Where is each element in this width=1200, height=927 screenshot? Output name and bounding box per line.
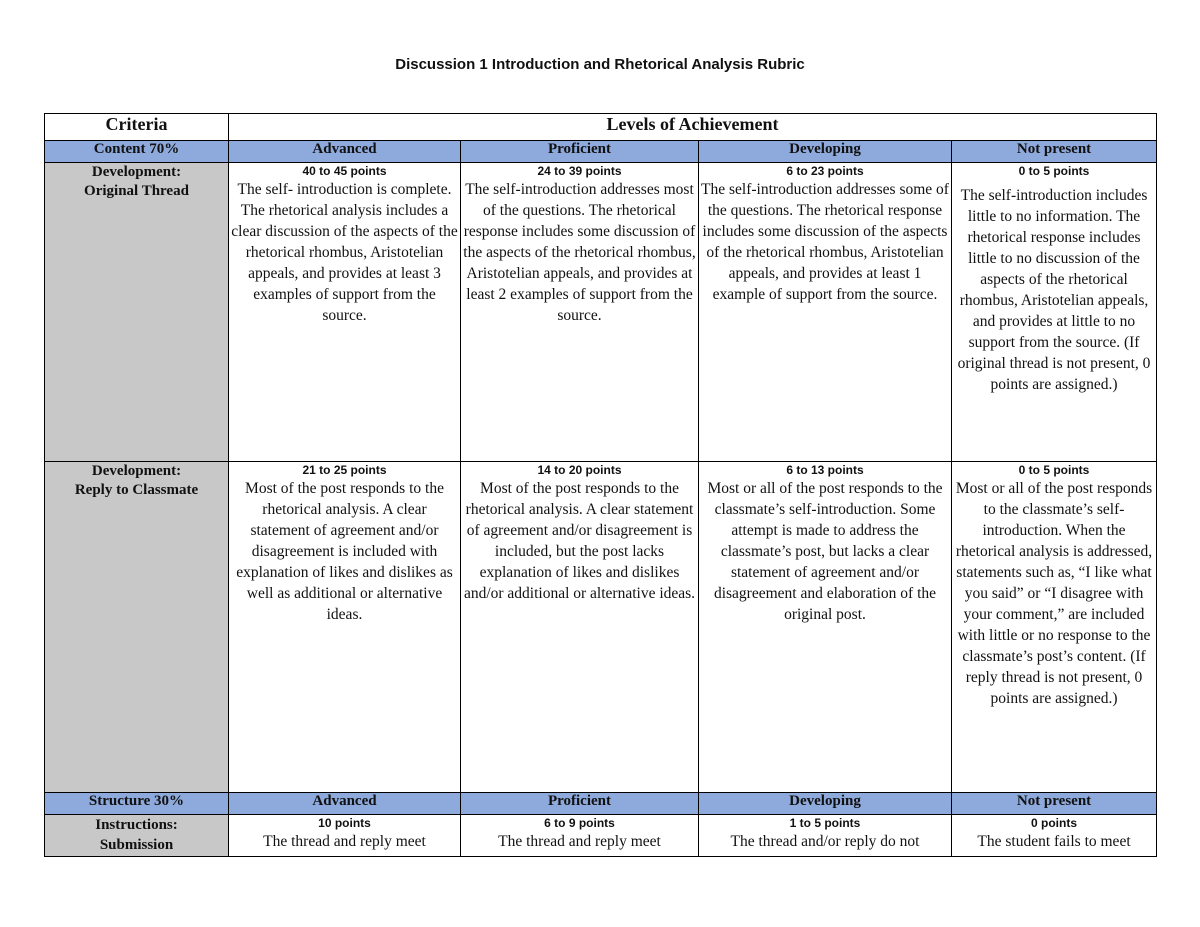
criterion-cell xyxy=(45,815,229,857)
cell-description: Most of the post responds to the rhetorical analysis. A clear statement of agreement and/or disagreement is included with explanation of likes and dislikes as well as additional or alternative ideas. xyxy=(236,480,453,623)
level-advanced-header: Advanced xyxy=(229,793,461,815)
level-developing-header: Developing xyxy=(699,141,952,163)
section-header-row xyxy=(45,793,1157,815)
cell-description: The thread and/or reply do not xyxy=(730,833,920,850)
table-header-row xyxy=(45,114,1157,141)
points-label: 1 to 5 points xyxy=(789,816,861,830)
cell-description: Most or all of the post responds to the classmate’s self-introduction. When the rhetorical analysis is addressed, statements such as, “I like what you said” or “I disagree with your comment,” are included with little or no response to the classmate’s post’s content. (If reply thread is not present, 0 points are assigned.) xyxy=(955,480,1153,707)
cell-description: The self-introduction addresses most of the questions. The rhetorical response includes some discussion of the aspects of the rhetorical rhombus, Aristotelian appeals, and provides at least 2 examples of support from the source. xyxy=(463,181,696,324)
criterion-sublabel: Submission xyxy=(99,837,174,853)
rubric-cell xyxy=(229,163,461,462)
rubric-cell xyxy=(699,163,952,462)
criterion-sublabel: Reply to Classmate xyxy=(74,482,199,498)
points-label: 6 to 13 points xyxy=(786,463,864,477)
level-proficient-header: Proficient xyxy=(461,793,699,815)
criteria-header: Criteria xyxy=(45,114,229,141)
section-name: Structure 30% xyxy=(45,793,229,815)
criterion-label: Instructions: xyxy=(95,817,178,833)
cell-description: Most of the post responds to the rhetorical analysis. A clear statement of agreement and/or disagreement is included, but the post lacks explanation of likes and dislikes and/or additional or alternative ideas. xyxy=(463,480,696,602)
rubric-table xyxy=(44,113,1157,857)
points-label: 10 points xyxy=(318,816,371,830)
cell-description: The self-introduction includes little to no information. The rhetorical response includes little to no discussion of the aspects of the rhetorical rhombus, Aristotelian appeals, and provides at little to no support from the source. (If original thread is not present, 0 points are assigned.) xyxy=(957,187,1151,393)
criterion-label: Development: xyxy=(91,164,182,180)
points-label: 6 to 9 points xyxy=(544,816,615,830)
points-label: 24 to 39 points xyxy=(537,164,622,178)
rubric-cell xyxy=(229,462,461,793)
level-advanced-header: Advanced xyxy=(229,141,461,163)
rubric-cell xyxy=(699,462,952,793)
rubric-cell xyxy=(461,163,699,462)
level-not-present-header: Not present xyxy=(952,793,1157,815)
level-developing-header: Developing xyxy=(699,793,952,815)
cell-description: The thread and reply meet xyxy=(498,833,661,850)
criterion-cell xyxy=(45,163,229,462)
rubric-cell xyxy=(229,815,461,857)
section-name: Content 70% xyxy=(45,141,229,163)
criterion-sublabel: Original Thread xyxy=(84,183,189,199)
table-row xyxy=(45,462,1157,793)
cell-description: The self- introduction is complete. The rhetorical analysis includes a clear discussion of the aspects of the rhetorical rhombus, Aristotelian appeals, and provides at least 3 examples of support from the source. xyxy=(231,181,458,324)
table-row xyxy=(45,163,1157,462)
criterion-label: Development: xyxy=(91,463,182,479)
points-label: 21 to 25 points xyxy=(302,463,387,477)
cell-description: The student fails to meet xyxy=(977,833,1131,850)
rubric-cell xyxy=(952,815,1157,857)
points-label: 6 to 23 points xyxy=(786,164,864,178)
section-header-row xyxy=(45,141,1157,163)
cell-description: Most or all of the post responds to the classmate’s self-introduction. Some attempt is made to address the classmate’s post, but lacks a clear statement of agreement and/or disagreement and elaboration of the original post. xyxy=(707,480,943,623)
cell-description: The thread and reply meet xyxy=(263,833,426,850)
rubric-cell xyxy=(461,815,699,857)
points-label: 0 points xyxy=(1031,816,1078,830)
table-row xyxy=(45,815,1157,857)
level-proficient-header: Proficient xyxy=(461,141,699,163)
points-label: 0 to 5 points xyxy=(1018,463,1090,477)
points-label: 14 to 20 points xyxy=(537,463,622,477)
rubric-cell xyxy=(952,462,1157,793)
cell-description: The self-introduction addresses some of the questions. The rhetorical response includes some discussion of the aspects of the rhetorical rhombus, Aristotelian appeals, and provides at least 1 example of support from the source. xyxy=(701,181,949,303)
points-label: 40 to 45 points xyxy=(302,164,387,178)
rubric-cell xyxy=(952,163,1157,462)
criterion-cell xyxy=(45,462,229,793)
levels-header: Levels of Achievement xyxy=(229,114,1157,141)
points-label: 0 to 5 points xyxy=(1018,164,1090,178)
document-title: Discussion 1 Introduction and Rhetorical Analysis Rubric xyxy=(395,56,805,73)
level-not-present-header: Not present xyxy=(952,141,1157,163)
rubric-cell xyxy=(699,815,952,857)
rubric-cell xyxy=(461,462,699,793)
